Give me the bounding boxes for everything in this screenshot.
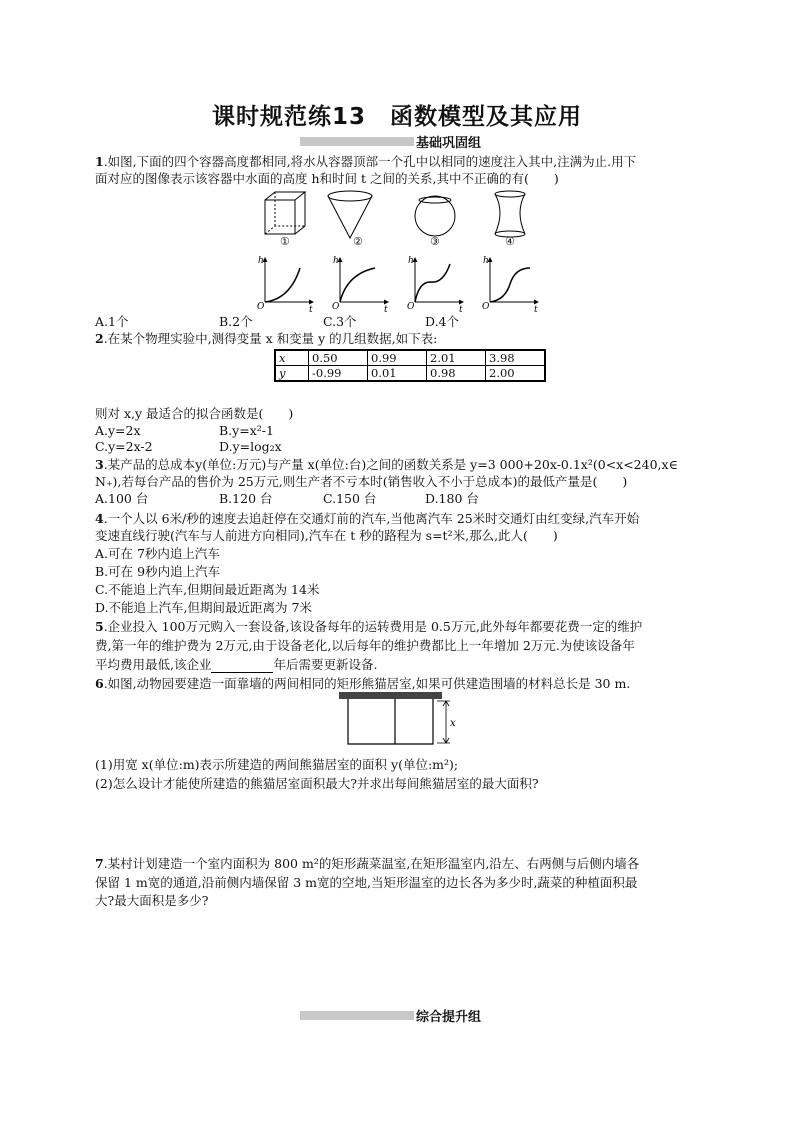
q1-number: 1 bbox=[95, 154, 104, 169]
table-row bbox=[275, 350, 545, 366]
table-cell: 2.00 bbox=[486, 366, 546, 382]
graph-4-t: t bbox=[534, 305, 538, 314]
graph-1-o: O bbox=[257, 302, 265, 312]
table-cell: -0.99 bbox=[309, 366, 368, 382]
table-cell: 2.01 bbox=[427, 350, 486, 366]
graph-4-o: O bbox=[482, 302, 490, 312]
dimension-x-label: x bbox=[450, 718, 456, 729]
q5-line1 bbox=[95, 618, 642, 635]
q4-option-b: B.可在 9秒内追上汽车 bbox=[95, 564, 221, 579]
label-4: ④ bbox=[505, 235, 515, 248]
graph-2-h: h bbox=[333, 256, 339, 266]
graph-1-t: t bbox=[309, 305, 313, 314]
q3-option-c: C.150 台 bbox=[323, 491, 377, 506]
q4-text1: .一个人以 6米/秒的速度去追赶停在交通灯前的汽车,当他离汽车 25米时交通灯由红变绿,汽车开始 bbox=[103, 511, 640, 526]
q1-option-d: D.4个 bbox=[425, 314, 460, 329]
label-3: ③ bbox=[430, 235, 440, 248]
q5-text1: .企业投入 100万元购入一套设备,该设备每年的运转费用是 0.5万元,此外每年都要花费一定的维护 bbox=[103, 619, 643, 634]
graph-2 bbox=[332, 256, 388, 314]
q4-option-a: A.可在 7秒内追上汽车 bbox=[95, 546, 220, 561]
page-title: 课时规范练13 函数模型及其应用 bbox=[211, 104, 582, 130]
q2-option-a: A.y=2x bbox=[95, 423, 141, 438]
q2-number: 2 bbox=[95, 331, 104, 346]
q2-line2: 则对 x,y 最适合的拟合函数是( ) bbox=[95, 406, 294, 421]
q7-number: 7 bbox=[95, 856, 104, 871]
section-header-advanced bbox=[300, 1008, 482, 1025]
table-header-x: x bbox=[275, 350, 309, 366]
wall bbox=[339, 692, 442, 699]
section-header-basic bbox=[300, 134, 482, 151]
q7-line3: 大?最大面积是多少? bbox=[95, 893, 209, 908]
label-2: ② bbox=[353, 235, 363, 248]
container-hourglass bbox=[495, 191, 525, 237]
q2-option-b: B.y=x²-1 bbox=[219, 423, 274, 438]
q2-option-d: D.y=log₂x bbox=[219, 439, 282, 454]
container-cone bbox=[328, 191, 372, 238]
graph-3-h: h bbox=[408, 256, 414, 266]
graph-3 bbox=[407, 256, 463, 314]
container-cube bbox=[265, 192, 305, 234]
q6-part2: (2)怎么设计才能使所建造的熊猫居室面积最大?并求出每间熊猫居室的最大面积? bbox=[95, 776, 539, 791]
q1-line1 bbox=[95, 153, 636, 170]
q3-number: 3 bbox=[95, 457, 104, 472]
q1-text1: .如图,下面的四个容器高度都相同,将水从容器顶部一个孔中以相同的速度注入其中,注满为止.用下 bbox=[103, 154, 637, 169]
q3-line2: N₊),若每台产品的售价为 25万元,则生产者不亏本时(销售收入不小于总成本)的最低产量是( ) bbox=[95, 474, 628, 489]
q2-line1 bbox=[95, 330, 437, 347]
q3-option-b: B.120 台 bbox=[219, 491, 273, 506]
q4-line1 bbox=[95, 510, 639, 527]
data-table bbox=[274, 349, 546, 382]
graph-2-t: t bbox=[384, 305, 388, 314]
q1-option-b: B.2个 bbox=[219, 314, 253, 329]
table-cell: 0.50 bbox=[309, 350, 368, 366]
q5-text3a: 平均费用最低,该企业 bbox=[95, 657, 212, 672]
containers-figure bbox=[255, 188, 535, 244]
q7-text1: .某村计划建造一个室内面积为 800 m²的矩形蔬菜温室,在矩形温室内,沿左、右两侧与后侧内墙各 bbox=[103, 856, 640, 871]
table-row bbox=[275, 366, 545, 382]
q5-line3 bbox=[95, 656, 377, 673]
q6-number: 6 bbox=[95, 676, 104, 691]
graph-4-h: h bbox=[483, 256, 489, 266]
q4-number: 4 bbox=[95, 511, 104, 526]
label-1: ① bbox=[280, 235, 290, 248]
table-header-y: y bbox=[275, 366, 309, 382]
q1-option-c: C.3个 bbox=[323, 314, 357, 329]
q5-line2: 费,第一年的维护费为 2万元,由于设备老化,以后每年的维护费都比上一年增加 2万元.为使该设备年 bbox=[95, 638, 635, 653]
section-label: 基础巩固组 bbox=[416, 135, 482, 151]
q3-text1: .某产品的总成本y(单位:万元)与产量 x(单位:台)之间的函数关系是 y=3 000+20x-0.1x²(0<x<240,x∈ bbox=[103, 457, 678, 472]
q1-option-a: A.1个 bbox=[95, 314, 129, 329]
q6-text1: .如图,动物园要建造一面靠墙的两间相同的矩形熊猫居室,如果可供建造围墙的材料总长是 30 m. bbox=[103, 676, 631, 691]
graph-3-t: t bbox=[459, 305, 463, 314]
graphs-figure bbox=[255, 254, 545, 314]
q3-option-a: A.100 台 bbox=[95, 491, 149, 506]
q4-line2: 变速直线行驶(汽车与人前进方向相同),汽车在 t 秒的路程为 s=t²米,那么,此人( ) bbox=[95, 528, 558, 543]
graph-2-o: O bbox=[332, 302, 340, 312]
q5-number: 5 bbox=[95, 619, 104, 634]
graph-1 bbox=[257, 256, 313, 314]
container-sphere bbox=[415, 196, 455, 236]
graph-3-o: O bbox=[407, 302, 415, 312]
q1-line2: 面对应的图像表示该容器中水面的高度 h和时间 t 之间的关系,其中不正确的有( ) bbox=[95, 171, 559, 186]
section-bar bbox=[300, 137, 414, 146]
q3-line1 bbox=[95, 456, 678, 473]
q2-text1: .在某个物理实验中,测得变量 x 和变量 y 的几组数据,如下表: bbox=[103, 331, 438, 346]
table-cell: 0.98 bbox=[427, 366, 486, 382]
graph-1-h: h bbox=[258, 256, 264, 266]
table-cell: 0.01 bbox=[368, 366, 427, 382]
graph-4 bbox=[482, 256, 538, 314]
q4-option-c: C.不能追上汽车,但期间最近距离为 14米 bbox=[95, 582, 320, 597]
table-cell: 0.99 bbox=[368, 350, 427, 366]
q6-part1: (1)用宽 x(单位:m)表示所建造的两间熊猫居室的面积 y(单位:m²); bbox=[95, 757, 459, 772]
q7-line2: 保留 1 m宽的通道,沿前侧内墙保留 3 m宽的空地,当矩形温室的边长各为多少时,蔬菜的种植面积最 bbox=[95, 875, 638, 890]
table-cell: 3.98 bbox=[486, 350, 546, 366]
q2-option-c: C.y=2x-2 bbox=[95, 439, 153, 454]
q4-option-d: D.不能追上汽车,但期间最近距离为 7米 bbox=[95, 600, 312, 615]
panda-enclosure-figure bbox=[338, 690, 463, 748]
q7-line1 bbox=[95, 855, 639, 872]
q3-option-d: D.180 台 bbox=[425, 491, 479, 506]
answer-blank[interactable] bbox=[211, 660, 273, 673]
q5-text3b: 年后需要更新设备. bbox=[273, 657, 378, 672]
enclosure-rooms bbox=[348, 699, 433, 744]
section-label: 综合提升组 bbox=[416, 1009, 482, 1025]
section-bar bbox=[300, 1011, 414, 1020]
dimension-line bbox=[437, 701, 450, 743]
